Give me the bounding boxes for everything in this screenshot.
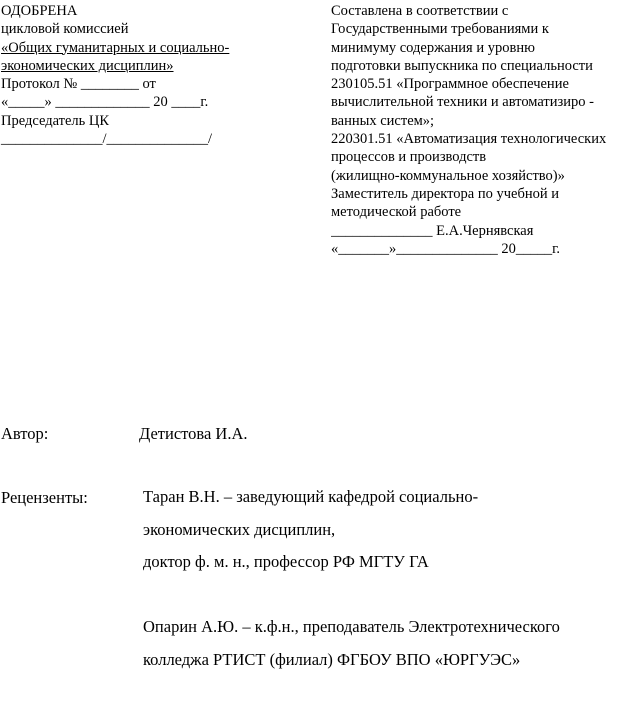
approval-commission: цикловой комиссией xyxy=(1,21,129,38)
deputy-director-line: Заместитель директора по учебной и xyxy=(331,185,559,202)
deputy-signature-line: ______________ Е.А.Чернявская xyxy=(331,222,534,239)
author-name: Детистова И.А. xyxy=(139,424,248,443)
specialty-2-line: 220301.51 «Автоматизация технологических xyxy=(331,131,607,148)
approval-block xyxy=(1,2,301,148)
specialty-1-line: 230105.51 «Программное обеспечение xyxy=(331,76,569,93)
reviewer-1-line: экономических дисциплин, xyxy=(143,519,336,539)
specialty-2-line: (жилищно-коммунальное хозяйство)» xyxy=(331,167,565,184)
chairman-label: Председатель ЦК xyxy=(1,112,110,129)
specialty-1-line: ванных систем»; xyxy=(331,112,435,129)
chairman-signature-line: ______________/______________/ xyxy=(1,131,213,148)
reviewers-list xyxy=(143,481,560,676)
reviewer-spacer xyxy=(143,579,560,612)
commission-name-line2: экономических дисциплин» xyxy=(1,57,174,74)
reviewer-1-line: доктор ф. м. н., профессор РФ МГТУ ГА xyxy=(143,552,429,571)
approval-heading: ОДОБРЕНА xyxy=(1,3,78,19)
compliance-line: Составлена в соответствии с xyxy=(331,3,509,19)
specialty-2-line: процессов и производств xyxy=(331,149,487,166)
reviewer-2-line: колледжа РТИСТ (филиал) ФГБОУ ВПО «ЮРГУЭС» xyxy=(143,649,521,669)
compliance-block xyxy=(331,2,624,258)
author-label: Автор: xyxy=(1,424,49,443)
specialty-1-line: вычислительной техники и автоматизиро - xyxy=(331,94,594,111)
deputy-director-line: методической работе xyxy=(331,204,462,221)
compliance-line: Государственными требованиями к xyxy=(331,21,549,38)
protocol-date-line: «_____» _____________ 20 ____г. xyxy=(1,94,209,111)
compliance-line: подготовки выпускника по специальности xyxy=(331,57,593,74)
compliance-line: минимуму содержания и уровню xyxy=(331,39,535,56)
reviewers-label: Рецензенты: xyxy=(1,488,88,507)
commission-name-line1: «Общих гуманитарных и социально- xyxy=(1,39,230,56)
deputy-date-line: «_______»______________ 20_____г. xyxy=(331,240,561,257)
protocol-number-line: Протокол № ________ от xyxy=(1,76,156,93)
reviewer-1-line: Таран В.Н. – заведующий кафедрой социально- xyxy=(143,487,479,506)
reviewer-2-line: Опарин А.Ю. – к.ф.н., преподаватель Электротехнического xyxy=(143,617,560,636)
